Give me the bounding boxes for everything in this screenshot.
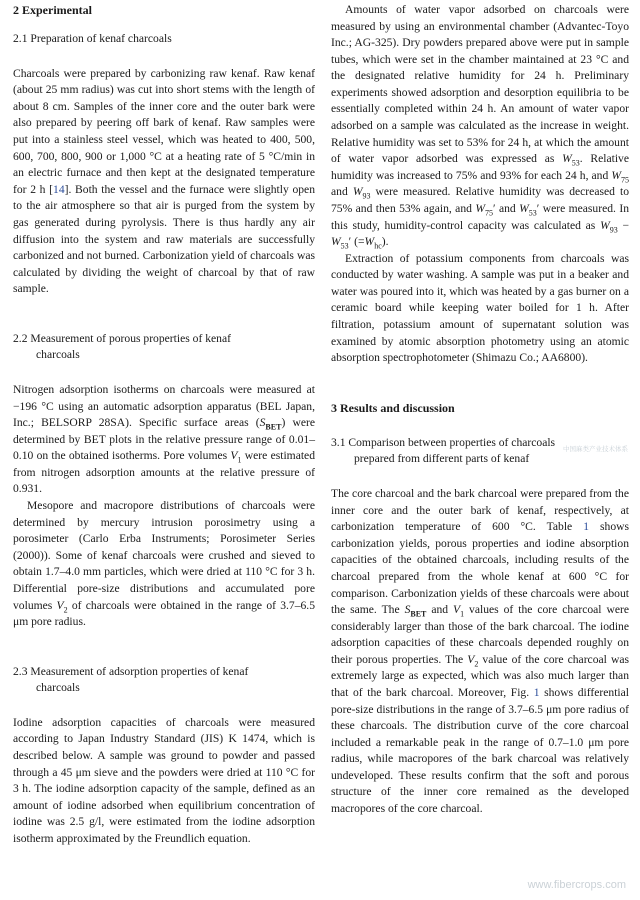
paragraph-water-vapor: Amounts of water vapor adsorbed on charcoals were measured by using an environmental chamber (Advantec-Toyo Inc.; AG-325). Dry powders prepared above were put in sample tubes, which were set in the chamber maintained at 23 °C and the designated relative humidity for 24 h. Preliminary experiments showed adsorption and desorption equilibria to be essentially completed within 24 h. An amount of water vapor adsorbed on a sample was calculated as the increase in weight. Relative humidity was set to 53% for 24 h, at which the amount of water vapor adsorbed was expressed as $W_{53}$. Relative humidity was increased to 75% and 93% for each 24 h, and $W_{75}$ and $W_{93}$ were measured. Relative humidity was decreased to 75% and then 53% again, and $W_{75}'$ and $W_{53}'$ were measured. In this study, humidity-control capacity was calculated as $W_{93} - W_{53}'$ $(=W_{hc})$. (331, 3, 630, 251)
subsection-heading-3-1: 3.1 Comparison between properties of charcoals prepared from different parts of kenaf (331, 435, 556, 466)
paragraph-potassium-extraction: Extraction of potassium components from charcoals was conducted by water washing. A sample was put in a beaker and water was poured into it, which was heated by a gas burner on a ceramic board while keeping water boiled for 1 h. After filtration, potassium amount of supernatant solution was examined by atomic absorption photometry using an atomic absorption spectrophotometer (Shimazu Co.; AA6800). (331, 251, 629, 365)
figure-link-1[interactable]: 1 (533, 685, 540, 699)
subsection-heading-2-2: 2.2 Measurement of porous properties of kenaf charcoals (13, 331, 231, 362)
left-column (13, 2, 315, 847)
paragraph-iodine-adsorption: Iodine adsorption capacities of charcoals were measured according to Japan Industry Standard (JIS) K 1474, which is described below. A sample was ground to powder and passed through a 45 μm sieve and the powders were dried at 110 °C for 3 h. The iodine adsorption capacity of the sample, defined as an amount of iodine adsorbed when equilibrium concentration of iodine was 2.5 g/l, were estimated from the iodine adsorption isotherm approximated by the Freundlich equation. (13, 715, 315, 845)
reference-link-14[interactable]: 14 (53, 182, 65, 196)
paragraph-comparison: The core charcoal and the bark charcoal were prepared from the inner core and the outer bark of kenaf, respectively, at carbonization temperature of 600 °C. Table 1 shows carbonization yields, porous properties and iodine absorption capacities of the obtained charcoals, including results of the charcoal prepared from the whole kenaf at 600 °C for comparison. Carbonization yields of these charcoals were about the same. The $S_{BET}$ and $V_1$ values of the core charcoal were considerably larger than those of the bark charcoal. The iodine adsorption capacities of these charcoals depended roughly on their porous properties. The $V_2$ value of the core charcoal was extremely large as expected, which was also much larger than that of the bark charcoal. Moreover, Fig. 1 shows differential pore-size distributions in the range of 3.7–6.5 μm pore radius of these charcoals. The distribution curve of the core charcoal included a remarkable peak in the range of 0.7–1.0 μm pore radius, while macropores of the bark charcoal was relatively undeveloped. These results confirm that the soft and porous structure of the inner core remained as the developed macropores of the core charcoal. (331, 487, 630, 816)
right-column (331, 2, 629, 818)
paragraph-preparation: Charcoals were prepared by carbonizing raw kenaf. Raw kenaf (about 25 mm radius) was cut into short stems with the length of about 8 cm. Samples of the inner core and the outer bark were also prepared by peering off bark of kenaf. Raw samples were put into a stainless steel vessel, which was heated to 400, 500, 600, 700, 800, 900 or 1,000 °C at a heating rate of 5 °C/min in an electric furnace and then kept at the designated temperature for 2 h [14]. Both the vessel and the furnace were slightly open to the air atmosphere so that air is purged from the system by gas generated during pyrolysis. There is thus hardly any air diffusion into the system and raw materials are successfully carbonized and not burned. Carbonization yield of charcoals was calculated by dividing the weight of charcoal by that of raw sample. (13, 66, 316, 296)
table-link-1[interactable]: 1 (583, 520, 589, 534)
watermark-mid: 中国麻类产业技术体系 (563, 446, 628, 453)
section-heading-experimental: 2 Experimental (13, 3, 92, 17)
subsection-heading-2-1: 2.1 Preparation of kenaf charcoals (13, 32, 172, 46)
paragraph-mercury-porosimetry: Mesopore and macropore distributions of charcoals were determined by mercury intrusion porosimetry using a porosimeter (Carlo Erba Instruments; Porosimeter Series (2000)). Some of kenaf charcoals were crushed and sieved to obtain 1.7–4.0 mm particles, which were dried at 110 °C for 3 h. Differential pore-size distributions and accumulated pore volumes $V_2$ of charcoals were obtained in the range of 3.7–6.5 μm pore radius. (13, 499, 315, 629)
paragraph-nitrogen-adsorption: Nitrogen adsorption isotherms on charcoals were measured at −196 °C using an automatic adsorption apparatus (BEL Japan, Inc.; BELSORP 28SA). Specific surface areas $(S_{BET})$ were determined by BET plots in the relative pressure range of 0.01–0.10 on the obtained isotherms. Pore volumes $V_1$ were estimated from nitrogen adsorption amounts at the relative pressure of 0.931. (13, 382, 315, 496)
watermark: www.fibercrops.com (527, 879, 626, 892)
subsection-heading-2-3: 2.3 Measurement of adsorption properties of kenaf charcoals (13, 664, 249, 695)
section-heading-results: 3 Results and discussion (331, 400, 455, 415)
